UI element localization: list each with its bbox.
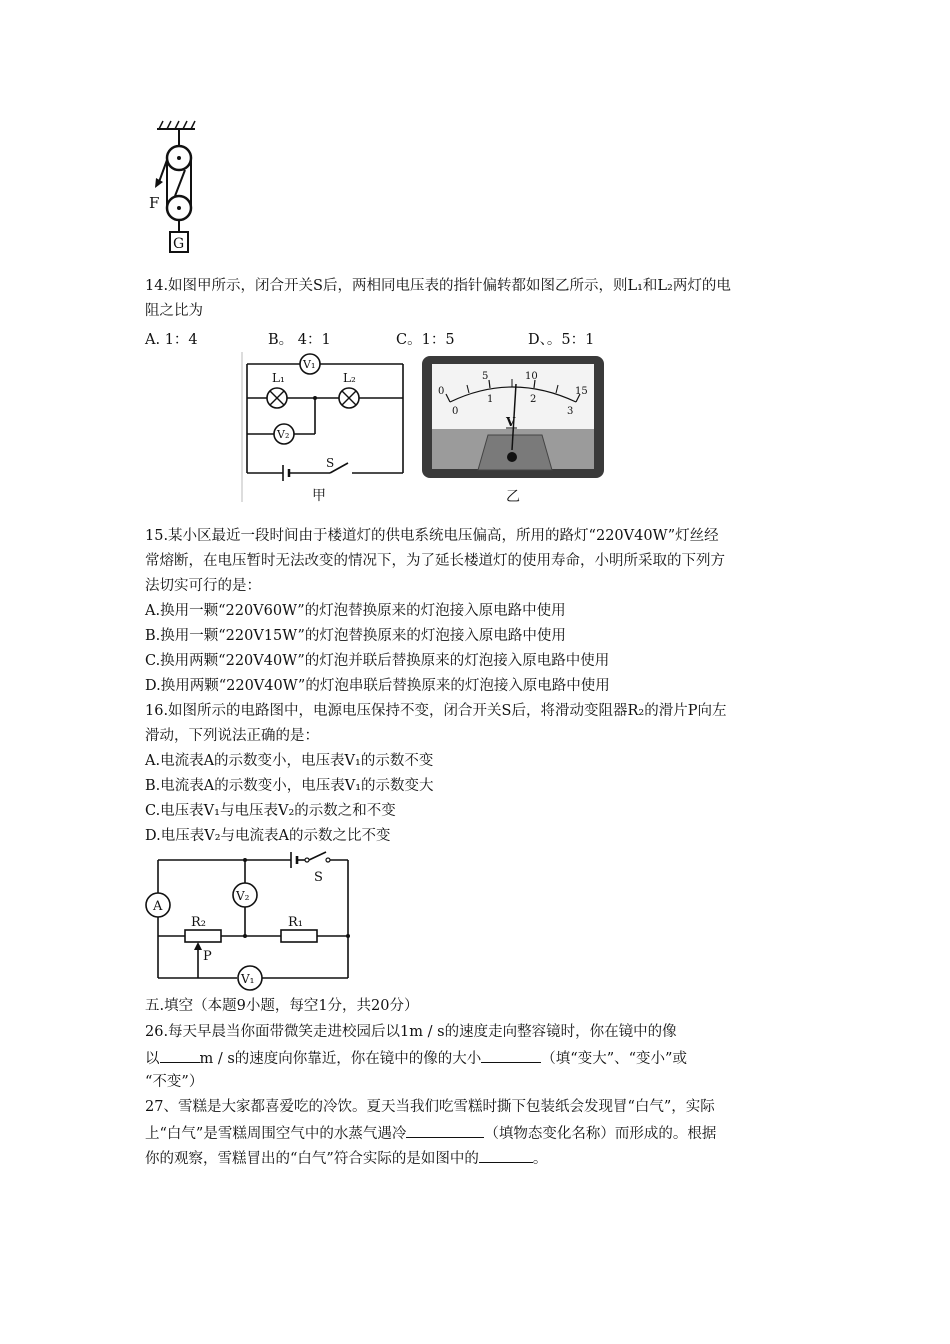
jia-switch-label: S xyxy=(326,456,335,470)
q14-option-b: B。 4：1 xyxy=(268,332,331,348)
q26-text-b: m / s的速度向你靠近，你在镜中的像的大小 xyxy=(199,1051,482,1067)
q27-blank-2[interactable] xyxy=(479,1147,533,1163)
q26-line-2 xyxy=(145,1047,687,1069)
q26-blank-2[interactable] xyxy=(481,1047,541,1063)
q26-text-a: 以 xyxy=(145,1051,160,1067)
q27-line-2 xyxy=(145,1122,716,1144)
q16-r2-label: R₂ xyxy=(191,915,206,930)
q16-option-a: A.电流表A的示数变小，电压表V₁的示数不变 xyxy=(145,753,434,769)
pulley-figure xyxy=(145,118,205,258)
q15-option-a: A.换用一颗“220V60W”的灯泡替换原来的灯泡接入原电路中使用 xyxy=(145,603,566,619)
yi-outer-tick-3: 15 xyxy=(575,386,588,397)
q15-line-2: 常熔断，在电压暂时无法改变的情况下，为了延长楼道灯的使用寿命，小明所采取的下列方 xyxy=(145,553,725,569)
yi-caption: 乙 xyxy=(506,489,520,505)
q16-r1-label: R₁ xyxy=(288,915,303,930)
jia-l1-label: L₁ xyxy=(272,371,285,385)
q26-line-3: “不变”） xyxy=(145,1074,204,1090)
q15-option-d: D.换用两颗“220V40W”的灯泡串联后替换原来的灯泡接入原电路中使用 xyxy=(145,678,610,694)
yi-outer-tick-2: 10 xyxy=(525,371,538,382)
yi-inner-tick-2: 2 xyxy=(530,394,537,405)
q27-text-c: 你的观察，雪糕冒出的“白气”符合实际的是如图中的 xyxy=(145,1151,479,1167)
q27-line-3 xyxy=(145,1147,547,1169)
section-5-title: 五.填空（本题9小题，每空1分，共20分） xyxy=(145,998,419,1014)
q16-circuit xyxy=(143,850,358,992)
jia-v1-label: V₁ xyxy=(303,358,316,371)
q26-blank-1[interactable] xyxy=(160,1047,200,1063)
q15-line-1: 15.某小区最近一段时间由于楼道灯的供电系统电压偏高，所用的路灯“220V40W”灯丝经 xyxy=(145,528,719,544)
q16-slider-label: P xyxy=(203,949,212,964)
q16-switch-label: S xyxy=(314,870,323,885)
force-label: F xyxy=(149,194,160,212)
yi-inner-tick-0: 0 xyxy=(452,406,459,417)
q15-option-b: B.换用一颗“220V15W”的灯泡替换原来的灯泡接入原电路中使用 xyxy=(145,628,566,644)
q27-blank-1[interactable] xyxy=(406,1122,484,1138)
q16-v2-label: V₂ xyxy=(236,889,250,903)
yi-inner-tick-1: 1 xyxy=(487,394,494,405)
q27-text-a: 上“白气”是雪糕周围空气中的水蒸气遇冷 xyxy=(145,1126,407,1142)
q16-ammeter-label: A xyxy=(153,899,163,914)
yi-outer-tick-0: 0 xyxy=(438,386,445,397)
q14-line-2: 阻之比为 xyxy=(145,303,203,319)
q14-option-a: A. 1：4 xyxy=(145,332,198,348)
q16-option-d: D.电压表V₂与电流表A的示数之比不变 xyxy=(145,828,391,844)
jia-caption: 甲 xyxy=(312,488,326,504)
q14-voltmeter-yi xyxy=(420,354,606,506)
q16-option-b: B.电流表A的示数变小，电压表V₁的示数变大 xyxy=(145,778,434,794)
yi-unit: V xyxy=(506,415,516,429)
q16-v1-label: V₁ xyxy=(241,972,255,986)
q27-line-1: 27、雪糕是大家都喜爱吃的冷饮。夏天当我们吃雪糕时撕下包装纸会发现冒“白气”，实际 xyxy=(145,1099,715,1115)
q16-option-c: C.电压表V₁与电压表V₂的示数之和不变 xyxy=(145,803,396,819)
q27-text-b: （填物态变化名称）而形成的。根据 xyxy=(484,1126,717,1142)
q26-line-1: 26.每天早晨当你面带微笑走进校园后以1m / s的速度走向整容镜时，你在镜中的像 xyxy=(145,1024,677,1040)
q14-option-c: C。1：5 xyxy=(396,332,455,348)
q16-line-1: 16.如图所示的电路图中，电源电压保持不变，闭合开关S后，将滑动变阻器R₂的滑片P向左 xyxy=(145,703,727,719)
q26-text-c: （填“变大”、“变小”或 xyxy=(541,1051,687,1067)
yi-outer-tick-1: 5 xyxy=(482,371,489,382)
jia-l2-label: L₂ xyxy=(343,371,356,385)
q15-option-c: C.换用两颗“220V40W”的灯泡并联后替换原来的灯泡接入原电路中使用 xyxy=(145,653,610,669)
q27-text-d: 。 xyxy=(532,1151,548,1167)
q14-line-1: 14.如图甲所示，闭合开关S后，两相同电压表的指针偏转都如图乙所示，则L₁和L₂两灯的电 xyxy=(145,278,731,294)
weight-label: G xyxy=(173,236,185,252)
q16-line-2: 滑动，下列说法正确的是： xyxy=(145,728,319,744)
yi-inner-tick-3: 3 xyxy=(567,406,574,417)
q15-line-3: 法切实可行的是： xyxy=(145,578,261,594)
q14-circuit-jia xyxy=(240,350,408,505)
q14-option-d: D、。5：1 xyxy=(528,332,595,348)
jia-v2-label: V₂ xyxy=(277,428,290,441)
